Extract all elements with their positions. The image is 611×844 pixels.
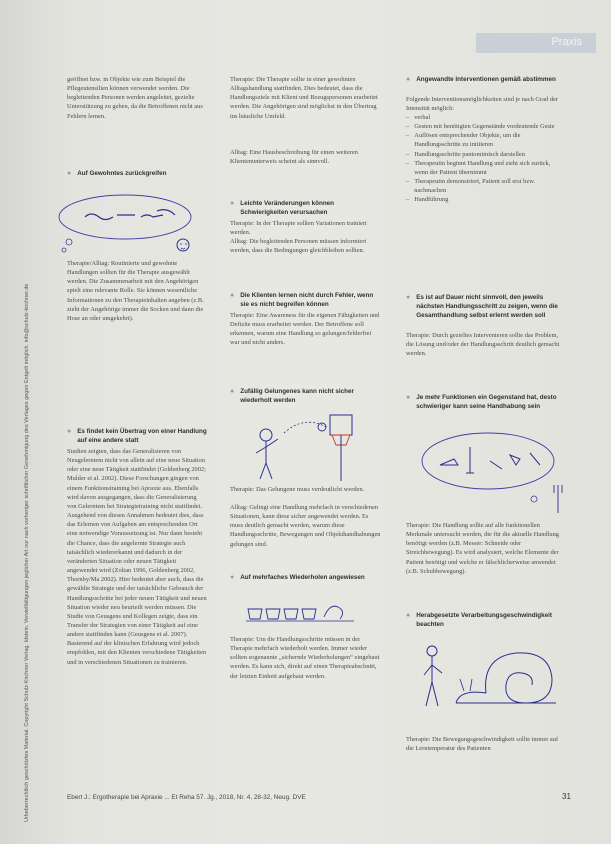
heading-text: Die Klienten lernen nicht durch Fehler, wenn sie es nicht begreifen können xyxy=(240,292,374,309)
list-item: – Handlungsschritte pantomimisch darstellen xyxy=(406,150,525,158)
bullet-icon: ● xyxy=(406,394,411,401)
heading-text: Auf Gewohntes zurückgreifen xyxy=(77,170,167,177)
paragraph: Alltag: Gelingt eine Handlung mehrfach in verschiedenen Situationen, kann diese sicher angewendet werden. Es muss deutlich gemacht werden, warum diese Handlungsschritte, Bewegungen und Objekthandhabungen gelungen sind. xyxy=(230,504,381,548)
paragraph: Therapie: Das Gelungene muss verdeutlicht werden. xyxy=(230,486,365,493)
cups-illustration xyxy=(244,595,354,627)
copyright-text: Urheberrechtlich geschütztes Material. Copyright Schulz-Kirchner Verlag. Idstein. Vervielfältigungen jeglicher Art nur nach vorheriger schriftlicher Genehmigung des Verlages gegen Entgelt möglich. info@schulz-kirchner.de xyxy=(24,283,30,822)
heading xyxy=(230,387,382,405)
heading-text: Je mehr Funktionen ein Gegenstand hat, desto schwieriger kann seine Handhabung sein xyxy=(416,394,557,411)
page-number: 31 xyxy=(562,792,571,801)
heading-text: Angewandte Interventionen gemäß abstimmen xyxy=(416,76,556,83)
copyright-sidebar xyxy=(24,52,38,822)
intervention-list xyxy=(406,113,564,205)
paragraph: Therapie: Die Handlung sollte auf alle funktionellen Merkmale untersucht werden, die für die aktuelle Handlung benötigt werden (z.B. Messer: Schneide oder Streichbewegung). Es wird analysiert, welche Elemente der Patient benötigt und welche er fälschlicherweise anwendet (z.B. Schubbewegung). xyxy=(406,522,559,575)
heading-text: Es findet kein Übertrag von einer Handlung auf eine andere statt xyxy=(77,428,207,445)
bullet-icon: ● xyxy=(67,428,72,435)
section-tab xyxy=(476,33,596,53)
list-item: – verbal xyxy=(406,114,431,121)
heading xyxy=(230,573,382,582)
basketball-illustration xyxy=(244,413,364,483)
bullet-icon: ● xyxy=(406,612,411,619)
bullet-icon: ● xyxy=(67,170,72,177)
paragraph: Alltag: Eine Hausbeschreibung für einen weiteren Klientenunterweis scheint als sinnvoll. xyxy=(230,149,358,166)
paragraph: geöffnet bzw. in Objekte wie zum Beispiel die Pflegeutensilien können verwendet werden. Die begleitenden Personen werden angeleitet, gezielte Unterstützung zu geben, da die Betroffenen nicht aus Fehlern lernen. xyxy=(67,76,203,120)
heading-text: Auf mehrfaches Wiederholen angewiesen xyxy=(240,574,365,581)
bullet-icon: ● xyxy=(230,388,235,395)
heading-text: Es ist auf Dauer nicht sinnvoll, den jeweils nächsten Handlungsschritt zu zeigen, wenn die Gesamthandlung selbst erlernt werden soll xyxy=(416,294,558,320)
thought-bubble-illustration xyxy=(55,187,205,259)
paragraph: Therapie/Alltag: Routinierte und gewohnte Handlungen sollten für die Therapie ausgewählt werden. Die Zusammenarbeit mit den Angehörigen spielt eine relevante Rolle. Sie können wesentliche Informationen zu den Therapieinhalten angeben (z.B. zieht der Angehörige immer die Socken und dann die Hose an oder umgekehrt). xyxy=(67,260,204,322)
paragraph: Folgende Interventionsmöglichkeiten sind je nach Grad der Intensität möglich: xyxy=(406,96,558,113)
bullet-icon: ● xyxy=(406,76,411,83)
heading-text: Herabgesetzte Verarbeitungsgeschwindigkeit beachten xyxy=(416,612,553,629)
paragraph: Studien zeigten, dass das Generalisieren von Neugelerntem nicht von allein auf eine neue Situation oder eine neue Tätigkeit stattfindet (Goldenberg 2002; Mulder et al. 2002). Diese Forschungen gingen von einem Funktionstraining bei Apraxie aus. Ebenfalls wird davon ausgegangen, dass die Generalisierung von Gelerntem bei Strategietraining nicht stattfindet. Ausgehend von diesen Annahmen bedeutet dies, dass das Erlernen von Aufgaben am entsprechenden Ort eine notwendige Voraussetzung ist. Nur dann besteht die Chance, dass die angelernte Strategie auch tatsächlich wiedererkannt und dadurch in der veränderten Situation oder neuen Tätigkeit angewendet wird (Zoltan 1996, Goldenberg 2002, Thornby/Ma 2002). Hier bedeutet aber auch, dass die gewählte Strategie und der tatsächliche Gebrauch der Handlungsschritte bei jeder neuen Tätigkeit und neuen Situation wieder neu beurteilt werden müssen. Die Studie von Geusgens und Kollegen zeigte, dass ein Transfer der Strategien von einer Tätigkeit auf eine andere stattfinden kann (Geusgens et al. 2007). Basierend auf der klinischen Erfahrung wird jedoch empfohlen, mit den Klienten verschiedene Tätigkeiten und in verschiedenen Situationen zu trainieren. xyxy=(67,448,207,666)
kitchen-tools-illustration xyxy=(418,425,568,515)
list-item: – Therapeutin demonstriert, Patient soll erst bzw. nachmachen xyxy=(406,178,536,195)
heading xyxy=(230,199,382,217)
heading xyxy=(67,169,166,178)
paragraph: Therapie: In der Therapie sollten Variationen trainiert werden. xyxy=(230,220,367,237)
heading xyxy=(406,75,564,84)
list-item: – Therapeutin beginnt Handlung und zieht sich zurück, wenn der Patient übernimmt xyxy=(406,159,551,176)
paragraph: Therapie: Eine Awareness für die eigenen Fähigkeiten und Defizite muss erarbeitet werden. Der Betroffene soll erkennen, warum eine Handlung so gelungen/fehlerfrei war und nicht anders. xyxy=(230,312,380,347)
bullet-icon: ● xyxy=(406,294,411,301)
bullet-icon: ● xyxy=(230,200,235,207)
list-item: – Gesten mit benötigten Gegenstände vordeutende Geste xyxy=(406,123,555,131)
paragraph: Therapie: Durch gezieltes Intervenieren sollte das Problem, die Lösung und/oder der Handlungsschritt deutlich gemacht werden. xyxy=(406,332,560,358)
heading xyxy=(67,427,207,445)
heading xyxy=(230,291,382,309)
heading-text: Leichte Veränderungen können Schwierigkeiten verursachen xyxy=(240,200,335,217)
bullet-icon: ● xyxy=(230,292,235,299)
heading xyxy=(406,393,564,411)
paragraph: Therapie: Die Therapie sollte in einer gewohnten Alltagshandlung stattfinden. Dies bedeutet, dass die Handlungsziele mit Klient und Bezugspersonen erarbeitet werden. Die Angehörigen sind möglichst in den Übertrag ins häusliche Umfeld. xyxy=(230,76,378,120)
heading xyxy=(406,611,564,629)
paragraph: Therapie: Um die Handlungsschritte müssen in der Therapie mehrfach wiederholt werden. Immer wieder sollten sogenannte „sichernde Wiederholungen“ eingebaut werden. Es kann sich, direkt auf einen Therapieabschnitt, der letzten Einheit aufgebaut werden. xyxy=(230,636,380,680)
list-item: – Auflösen entsprechender Objekte, um die Handlungsschritte zu initiieren xyxy=(406,132,521,149)
list-item: – Handführung xyxy=(406,196,449,204)
paragraph: Alltag: Die begleitenden Personen müssen informiert werden, dass die Bedingungen gleichbleiben sollten. xyxy=(230,238,367,255)
paragraph: Therapie: Die Bewegungsgeschwindigkeit sollte immer auf die Lerntemperatur des Patienten xyxy=(406,736,559,753)
snail-illustration xyxy=(416,633,566,713)
section-tab-label: Praxis xyxy=(551,36,582,48)
heading xyxy=(406,293,564,320)
heading-text: Zufällig Gelungenes kann nicht sicher wiederholt werden xyxy=(240,388,354,405)
bullet-icon: ● xyxy=(230,574,235,581)
citation-footer: Ebert J.: Ergotherapie bei Apraxie ... Et Reha 57. Jg., 2018, Nr. 4, 28-32, Neug. DVE xyxy=(67,794,306,801)
